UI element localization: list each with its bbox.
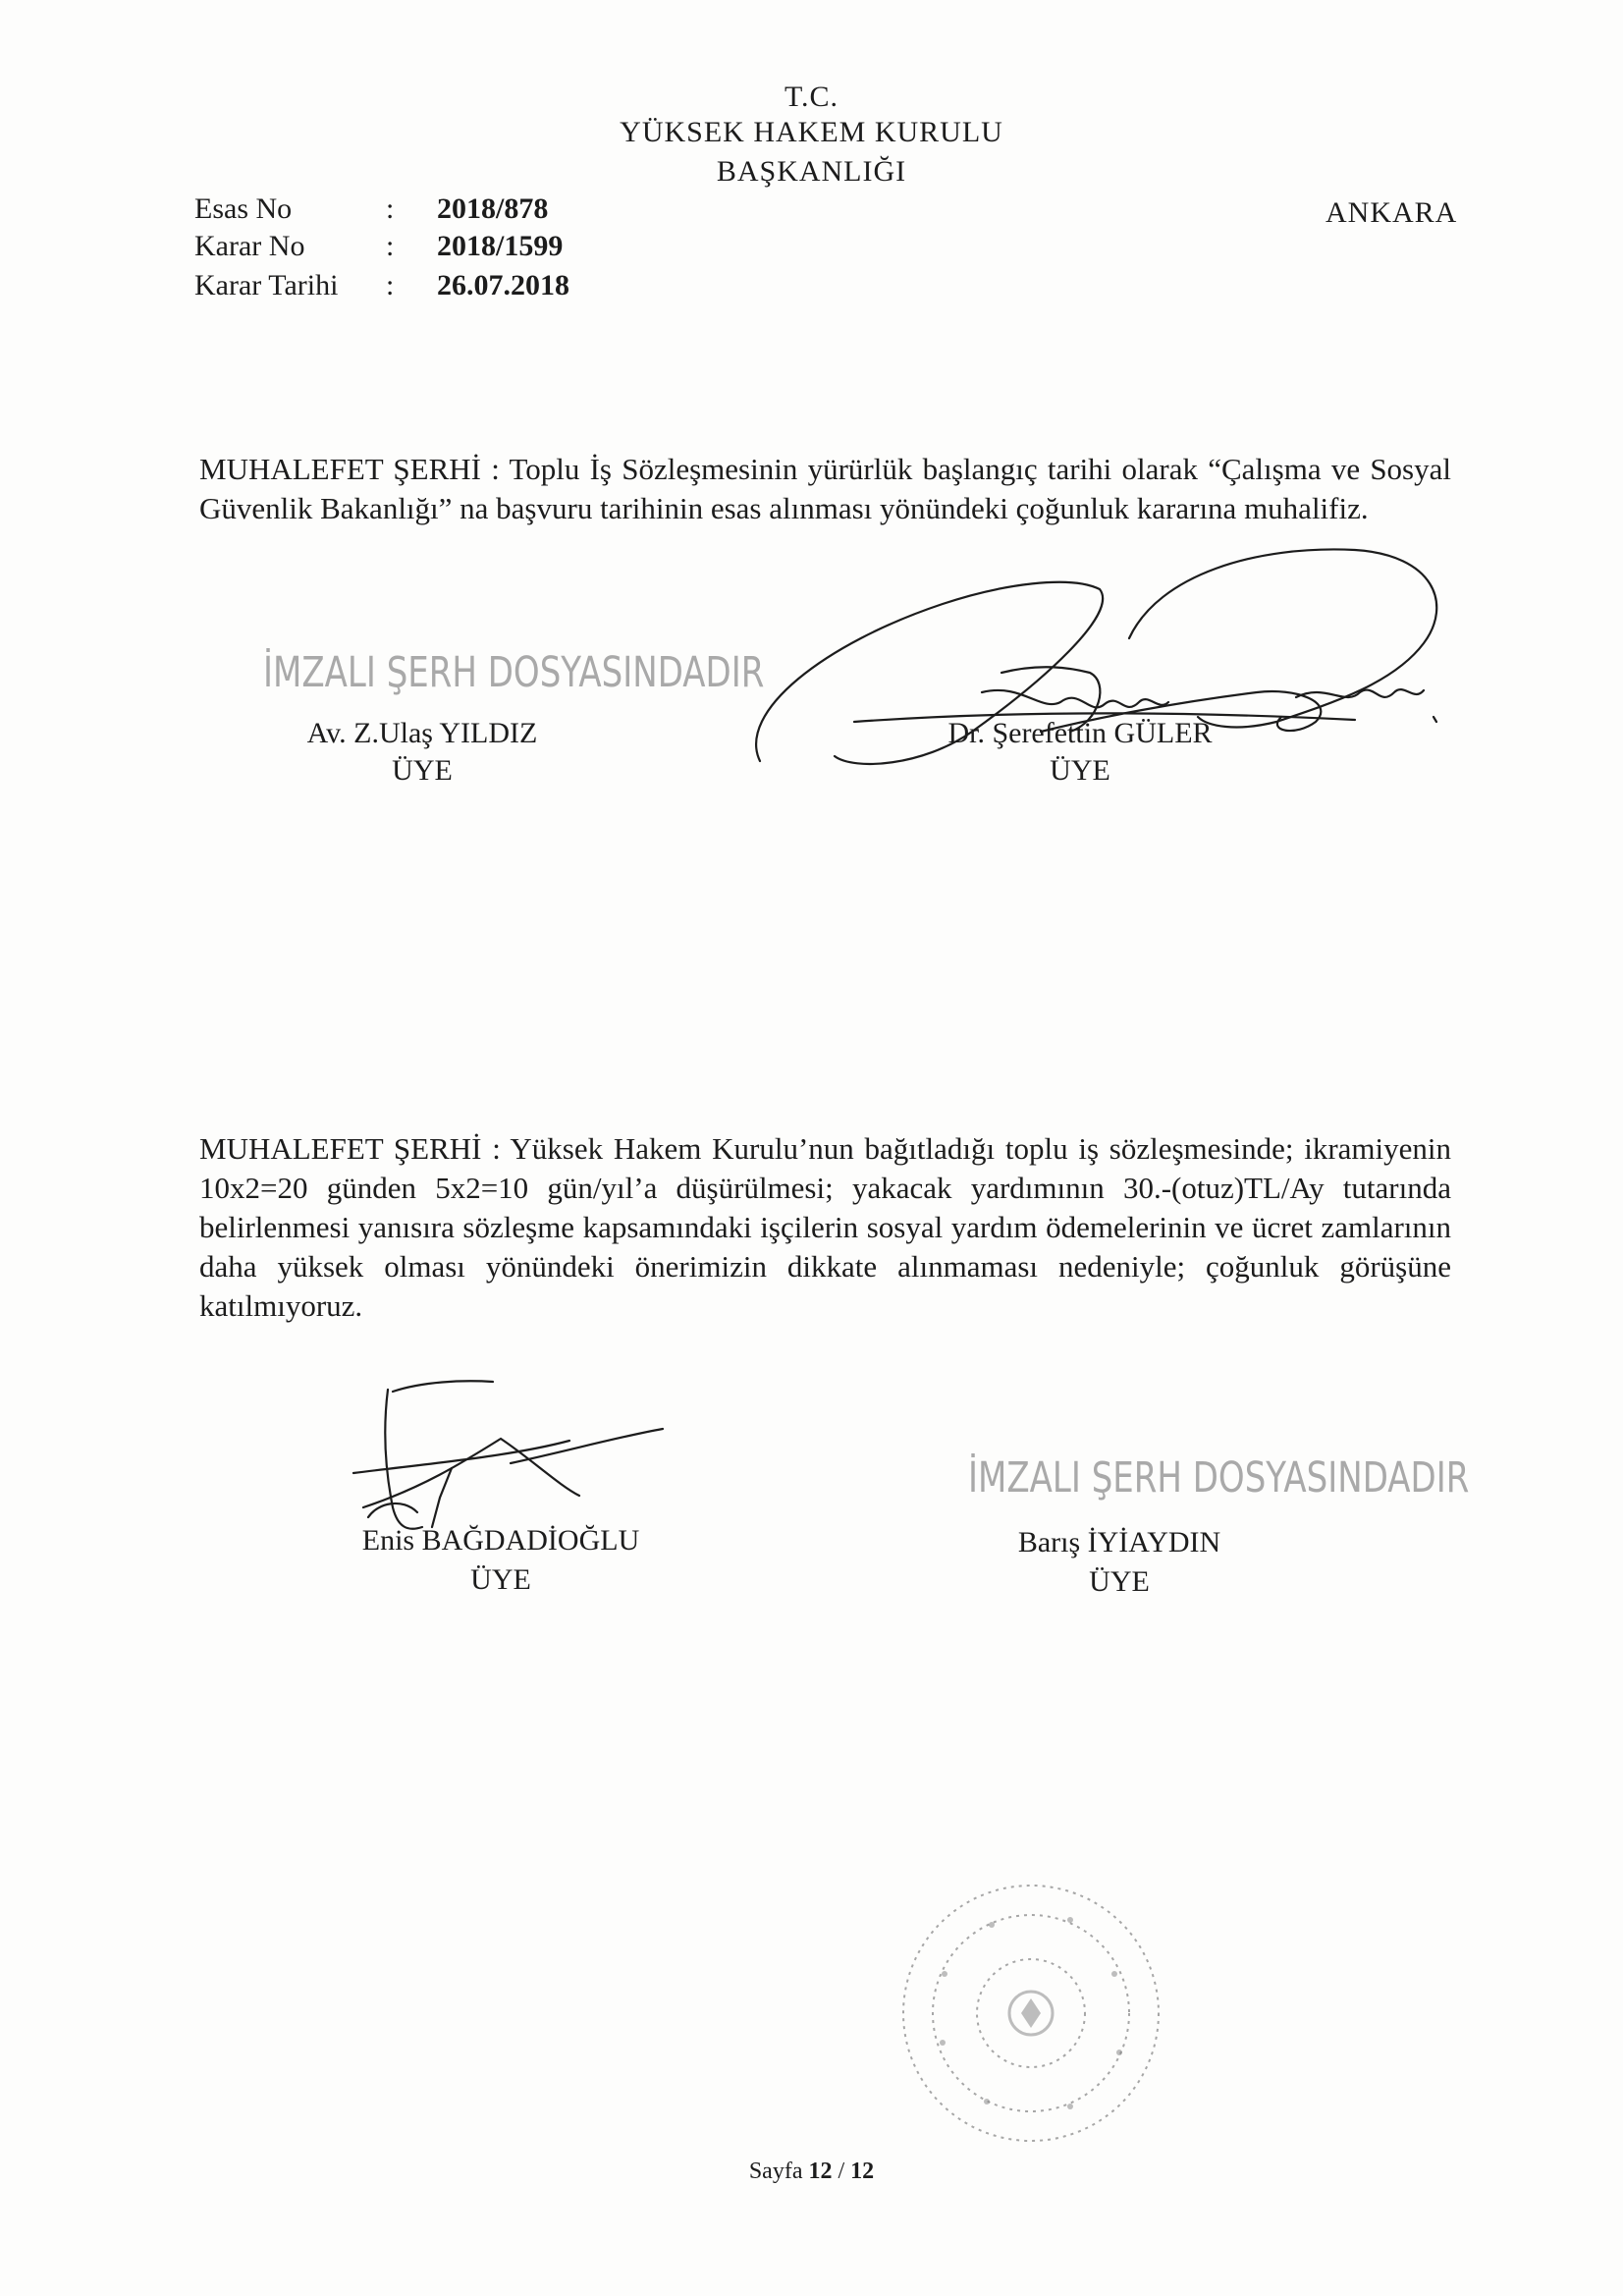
signatory-role: ÜYE <box>392 754 453 787</box>
meta-colon: : <box>386 192 395 225</box>
page-number <box>0 2159 1623 2185</box>
signatory-role: ÜYE <box>1050 754 1110 787</box>
dissent-opinion-1: MUHALEFET ŞERHİ : Toplu İş Sözleşmesinin yürürlük başlangıç tarihi olarak “Çalışma ve Sosyal Güvenlik Bakanlığı” na başvuru tarihinin esas alınması yönündeki çoğunluk kararına muhalifiz. <box>199 452 1451 525</box>
header-presidency: BAŞKANLIĞI <box>716 155 907 188</box>
meta-key: Esas No <box>194 192 293 225</box>
page-prefix: Sayfa <box>748 2159 803 2184</box>
meta-value: 26.07.2018 <box>437 269 569 301</box>
meta-karar-no <box>194 230 563 269</box>
meta-value: 2018/1599 <box>437 230 564 262</box>
dissent-opinion-2: MUHALEFET ŞERHİ : Yüksek Hakem Kurulu’nun bağıtladığı toplu iş sözleşmesinde; ikramiyenin 10x2=20 günden 5x2=10 gün/yıl’a düşürülmesi; yakacak yardımının 30.-(otuz)TL/Ay tutarında belirlenmesi yanısıra sözleşme kapsamındaki işçilerin sosyal yardım ödemelerinin ve ücret zamlarının daha yüksek olması yönündeki önerimizin dikkate alınmaması nedeniyle; çoğunluk görüşüne katılmıyoruz. <box>199 1131 1451 1323</box>
header-city: ANKARA <box>1325 196 1458 229</box>
signatory-role: ÜYE <box>1089 1565 1150 1598</box>
meta-key: Karar No <box>194 230 305 262</box>
meta-colon: : <box>386 230 395 262</box>
meta-colon: : <box>386 269 395 301</box>
official-seal-icon <box>884 1866 1178 2160</box>
signatory-name: Barış İYİAYDIN <box>1017 1526 1221 1558</box>
signatory-role: ÜYE <box>470 1563 531 1596</box>
header-tc: T.C. <box>784 81 839 113</box>
meta-karar-tarihi <box>194 269 569 308</box>
meta-esas-no <box>194 192 548 232</box>
signatory-name: Av. Z.Ulaş YILDIZ <box>306 717 538 749</box>
page-current: 12 <box>808 2159 833 2184</box>
meta-value: 2018/878 <box>437 192 549 225</box>
signatory-name: Dr. Şerefettin GÜLER <box>947 717 1213 749</box>
signatory-name: Enis BAĞDADİOĞLU <box>361 1524 640 1557</box>
page-separator: / <box>838 2159 845 2184</box>
signed-on-file-stamp: İMZALI ŞERH DOSYASINDADIR <box>263 648 765 697</box>
header-institution: YÜKSEK HAKEM KURULU <box>620 116 1003 148</box>
signature-bagdadioglu <box>314 1370 668 1537</box>
page-total: 12 <box>850 2159 875 2184</box>
meta-key: Karar Tarihi <box>194 269 339 301</box>
signed-on-file-stamp: İMZALI ŞERH DOSYASINDADIR <box>968 1453 1470 1503</box>
